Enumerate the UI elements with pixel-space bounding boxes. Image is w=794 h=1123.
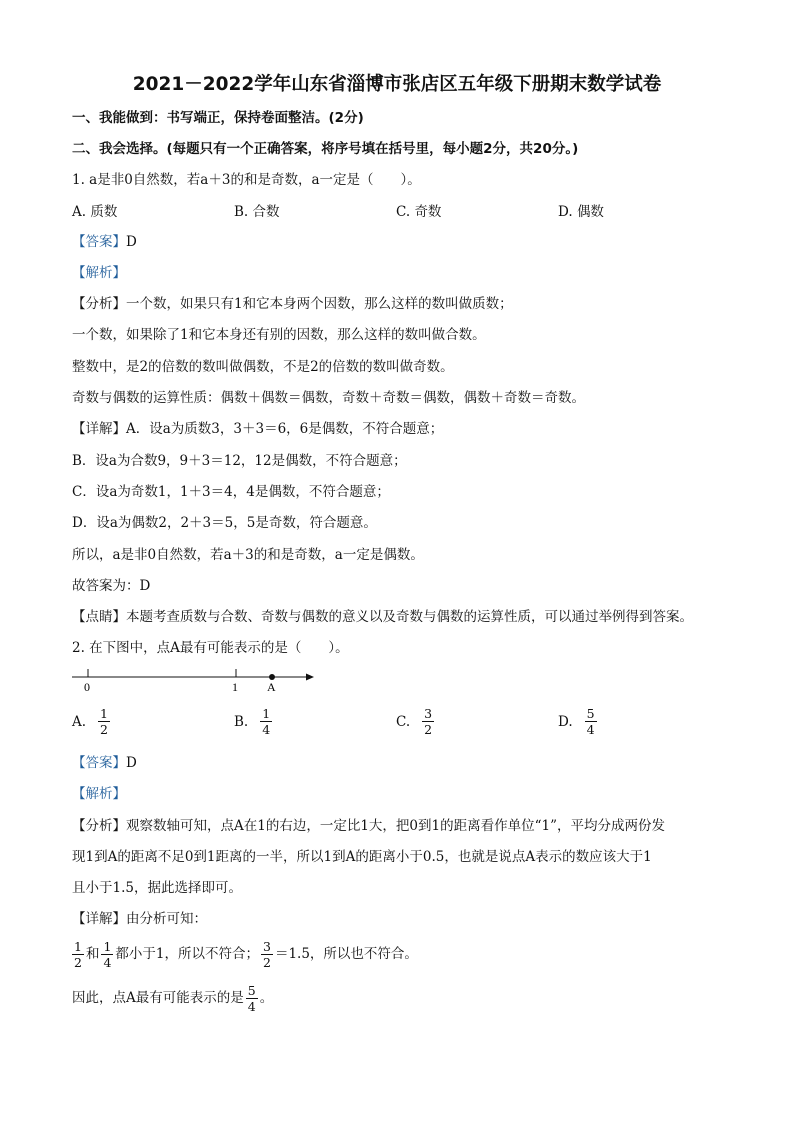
- q1-option-d: D. 偶数: [558, 204, 604, 220]
- q2-xiangjie-2: 因此，点A最有可能表示的是 $\frac{5}{4}$ 。: [72, 982, 274, 1014]
- q2-stem: 2. 在下图中，点A最有可能表示的是（ ）。: [72, 640, 349, 656]
- q2-option-b: B. $\frac{1}{4}$: [234, 706, 271, 737]
- q2-option-d: D. $\frac{5}{4}$: [558, 706, 595, 737]
- tick-label-0: 0: [84, 680, 90, 694]
- q1-fenxi-4: 奇数与偶数的运算性质：偶数＋偶数＝偶数，奇数＋奇数＝偶数，偶数＋奇数＝奇数。: [72, 390, 585, 406]
- number-line: [70, 664, 320, 696]
- q1-stem: 1. a是非0自然数，若a＋3的和是奇数，a一定是（ ）。: [72, 172, 421, 188]
- page-title: 2021－2022学年山东省淄博市张店区五年级下册期末数学试卷: [132, 74, 662, 95]
- q2-xiangjie-1: $\frac{1}{2}$ 和 $\frac{1}{4}$ 都小于1，所以不符合； $\frac{3}{2}$ ＝1.5，所以也不符合。: [74, 938, 418, 970]
- q1-xiangjie-1: 【详解】A．设a为质数3，3＋3＝6，6是偶数，不符合题意；: [72, 421, 444, 437]
- section-1-heading: 一、我能做到：书写端正，保持卷面整洁。(2分): [72, 110, 364, 126]
- q2-option-a: A. $\frac{1}{2}$: [72, 706, 108, 737]
- q1-fenxi-2: 一个数，如果除了1和它本身还有别的因数，那么这样的数叫做合数。: [72, 327, 486, 343]
- q2-fenxi-1: 【分析】观察数轴可知，点A在1的右边，一定比1大，把0到1的距离看作单位“1”，平均分成两份发: [72, 818, 665, 834]
- q2-fenxi-3: 且小于1.5，据此选择即可。: [72, 880, 242, 896]
- q1-dianjing: 【点睛】本题考查质数与合数、奇数与偶数的意义以及奇数与偶数的运算性质，可以通过举例得到答案。: [72, 609, 693, 625]
- q1-option-a: A. 质数: [72, 204, 118, 220]
- q1-final-answer: 故答案为：D: [72, 578, 151, 594]
- q1-answer: 【答案】D: [72, 234, 137, 250]
- section-2-heading: 二、我会选择。(每题只有一个正确答案，将序号填在括号里，每小题2分，共20分。): [72, 141, 579, 157]
- number-line-arrow: [306, 674, 314, 681]
- point-a-label: A: [267, 680, 276, 694]
- q1-xiangjie-2: B．设a为合数9，9＋3＝12，12是偶数，不符合题意；: [72, 453, 407, 469]
- q1-xiangjie-3: C．设a为奇数1，1＋3＝4，4是偶数，不符合题意；: [72, 484, 390, 500]
- q1-option-c: C. 奇数: [396, 204, 442, 220]
- q2-analysis-tag: 【解析】: [72, 786, 126, 802]
- q1-xiangjie-4: D．设a为偶数2，2＋3＝5，5是奇数，符合题意。: [72, 515, 377, 531]
- q2-xiangjie-head: 【详解】由分析可知：: [72, 911, 207, 927]
- q2-option-c: C. $\frac{3}{2}$: [396, 706, 433, 737]
- q1-analysis-tag: 【解析】: [72, 265, 126, 281]
- q1-xiangjie-5: 所以，a是非0自然数，若a＋3的和是奇数，a一定是偶数。: [72, 547, 424, 563]
- q2-answer: 【答案】D: [72, 755, 137, 771]
- q1-fenxi-3: 整数中，是2的倍数的数叫做偶数，不是2的倍数的数叫做奇数。: [72, 359, 454, 375]
- q2-fenxi-2: 现1到A的距离不足0到1距离的一半，所以1到A的距离小于0.5，也就是说点A表示的数应该大于1: [72, 849, 652, 865]
- q1-fenxi-1: 【分析】一个数，如果只有1和它本身两个因数，那么这样的数叫做质数；: [72, 296, 513, 312]
- q1-option-b: B. 合数: [234, 204, 280, 220]
- tick-label-1: 1: [232, 680, 238, 694]
